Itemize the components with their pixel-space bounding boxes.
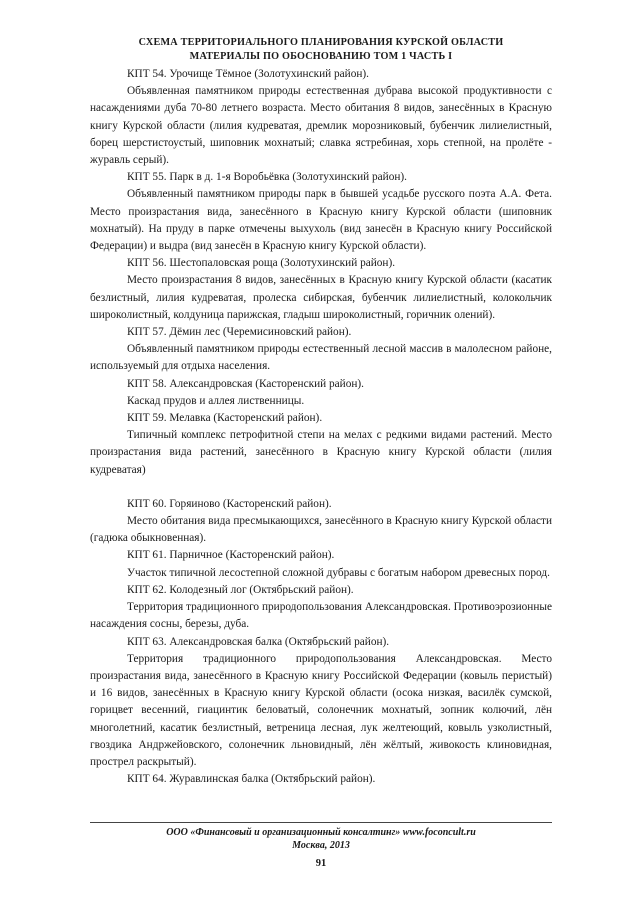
kpt-56-description: Место произрастания 8 видов, занесённых в Красную книгу Курской области (касатик безлистный, лилия кудреватая, пролеска сибирская, бубенчик лилиелистный, колокольчик широколистный, колдуница парижская, гладыш широколистный, горичник олений).: [90, 274, 552, 321]
kpt-62-heading: КПТ 62. Колодезный лог (Октябрьский район).: [127, 583, 354, 596]
kpt-59-heading: КПТ 59. Мелавка (Касторенский район).: [127, 412, 323, 425]
footer-city-year: Москва, 2013: [292, 840, 350, 851]
kpt-56-heading: КПТ 56. Шестопаловская роща (Золотухинский район).: [127, 257, 396, 270]
kpt-57-heading: КПТ 57. Дёмин лес (Черемисиновский район).: [127, 326, 352, 339]
kpt-64-heading: КПТ 64. Журавлинская балка (Октябрьский район).: [127, 773, 376, 786]
kpt-63-description: Территория традиционного природопользования Александровская. Место произрастания вида, занесённого в Красную книгу Российской Федерации (ковыль перистый) и 16 видов, занесённых в Красную книгу Курской области (осока низкая, василёк сумской, горицвет весенний, гиацинтик беловатый, солонечник мохнатый, зопник колючий, лён многолетний, касатик безлистный, ветреница лесная, лук желтеющий, ковыль узколистный, гвоздика Андржейовского, солонечник льновидный, лён жёлтый, живокость клиновидная, прострел раскрытый).: [90, 652, 552, 768]
document-footer: [90, 826, 552, 852]
kpt-57-description: Объявленный памятником природы естественный лесной массив в малолесном районе, используемый для отдыха населения.: [90, 343, 552, 373]
kpt-58-description: Каскад прудов и аллея лиственницы.: [127, 394, 305, 407]
document-body: [90, 66, 552, 788]
kpt-60-description: Место обитания вида пресмыкающихся, занесённого в Красную книгу Курской области (гадюка обыкновенная).: [90, 515, 552, 545]
footer-divider: [90, 822, 552, 823]
kpt-60-heading: КПТ 60. Горяиново (Касторенский район).: [127, 497, 332, 510]
kpt-55-heading: КПТ 55. Парк в д. 1-я Воробьёвка (Золотухинский район).: [127, 171, 408, 184]
kpt-54-heading: КПТ 54. Урочище Тёмное (Золотухинский район).: [127, 68, 370, 80]
kpt-58-heading: КПТ 58. Александровская (Касторенский район).: [127, 377, 364, 390]
header-title: СХЕМА ТЕРРИТОРИАЛЬНОГО ПЛАНИРОВАНИЯ КУРСКОЙ ОБЛАСТИ: [138, 37, 504, 48]
kpt-62-description: Территория традиционного природопользования Александровская. Противоэрозионные насаждения сосны, березы, дуба.: [90, 601, 552, 631]
footer-company: ООО «Финансовый и организационный консалтинг» www.foconcult.ru: [166, 827, 476, 838]
kpt-59-description: Типичный комплекс петрофитной степи на мелах с редкими видами растений. Место произрастания вида растений, занесённого в Красную книгу Курской области (лилия кудреватая): [90, 429, 552, 476]
kpt-61-heading: КПТ 61. Парничное (Касторенский район).: [127, 549, 335, 562]
kpt-54-description: Объявленная памятником природы естественная дубрава высокой продуктивности с насаждениями дуба 70-80 летнего возраста. Место обитания 8 видов, занесённых в Красную книгу Курской области (лилия кудреватая, дремлик морозниковый, бубенчик лилиелистный, борец шерстистоустый, шиповник мохнатый; славка ястребиная, хорь степной, на пролёте - журавль серый).: [90, 85, 552, 167]
page-number: 91: [315, 858, 327, 869]
header-subtitle: МАТЕРИАЛЫ ПО ОБОСНОВАНИЮ ТОМ 1 ЧАСТЬ I: [189, 51, 453, 62]
kpt-61-description: Участок типичной лесостепной сложной дубравы с богатым набором древесных пород.: [127, 566, 550, 579]
document-header: [90, 36, 552, 64]
kpt-63-heading: КПТ 63. Александровская балка (Октябрьский район).: [127, 635, 390, 648]
kpt-55-description: Объявленный памятником природы парк в бывшей усадьбе русского поэта А.А. Фета. Место произрастания вида, занесённого в Красную книгу Курской области (шиповник мохнатый). На пруду в парке отмечены выхухоль (вид занесён в Красную книгу Российской Федерации) и выдра (вид занесён в Красную книгу Курской области).: [90, 188, 552, 253]
